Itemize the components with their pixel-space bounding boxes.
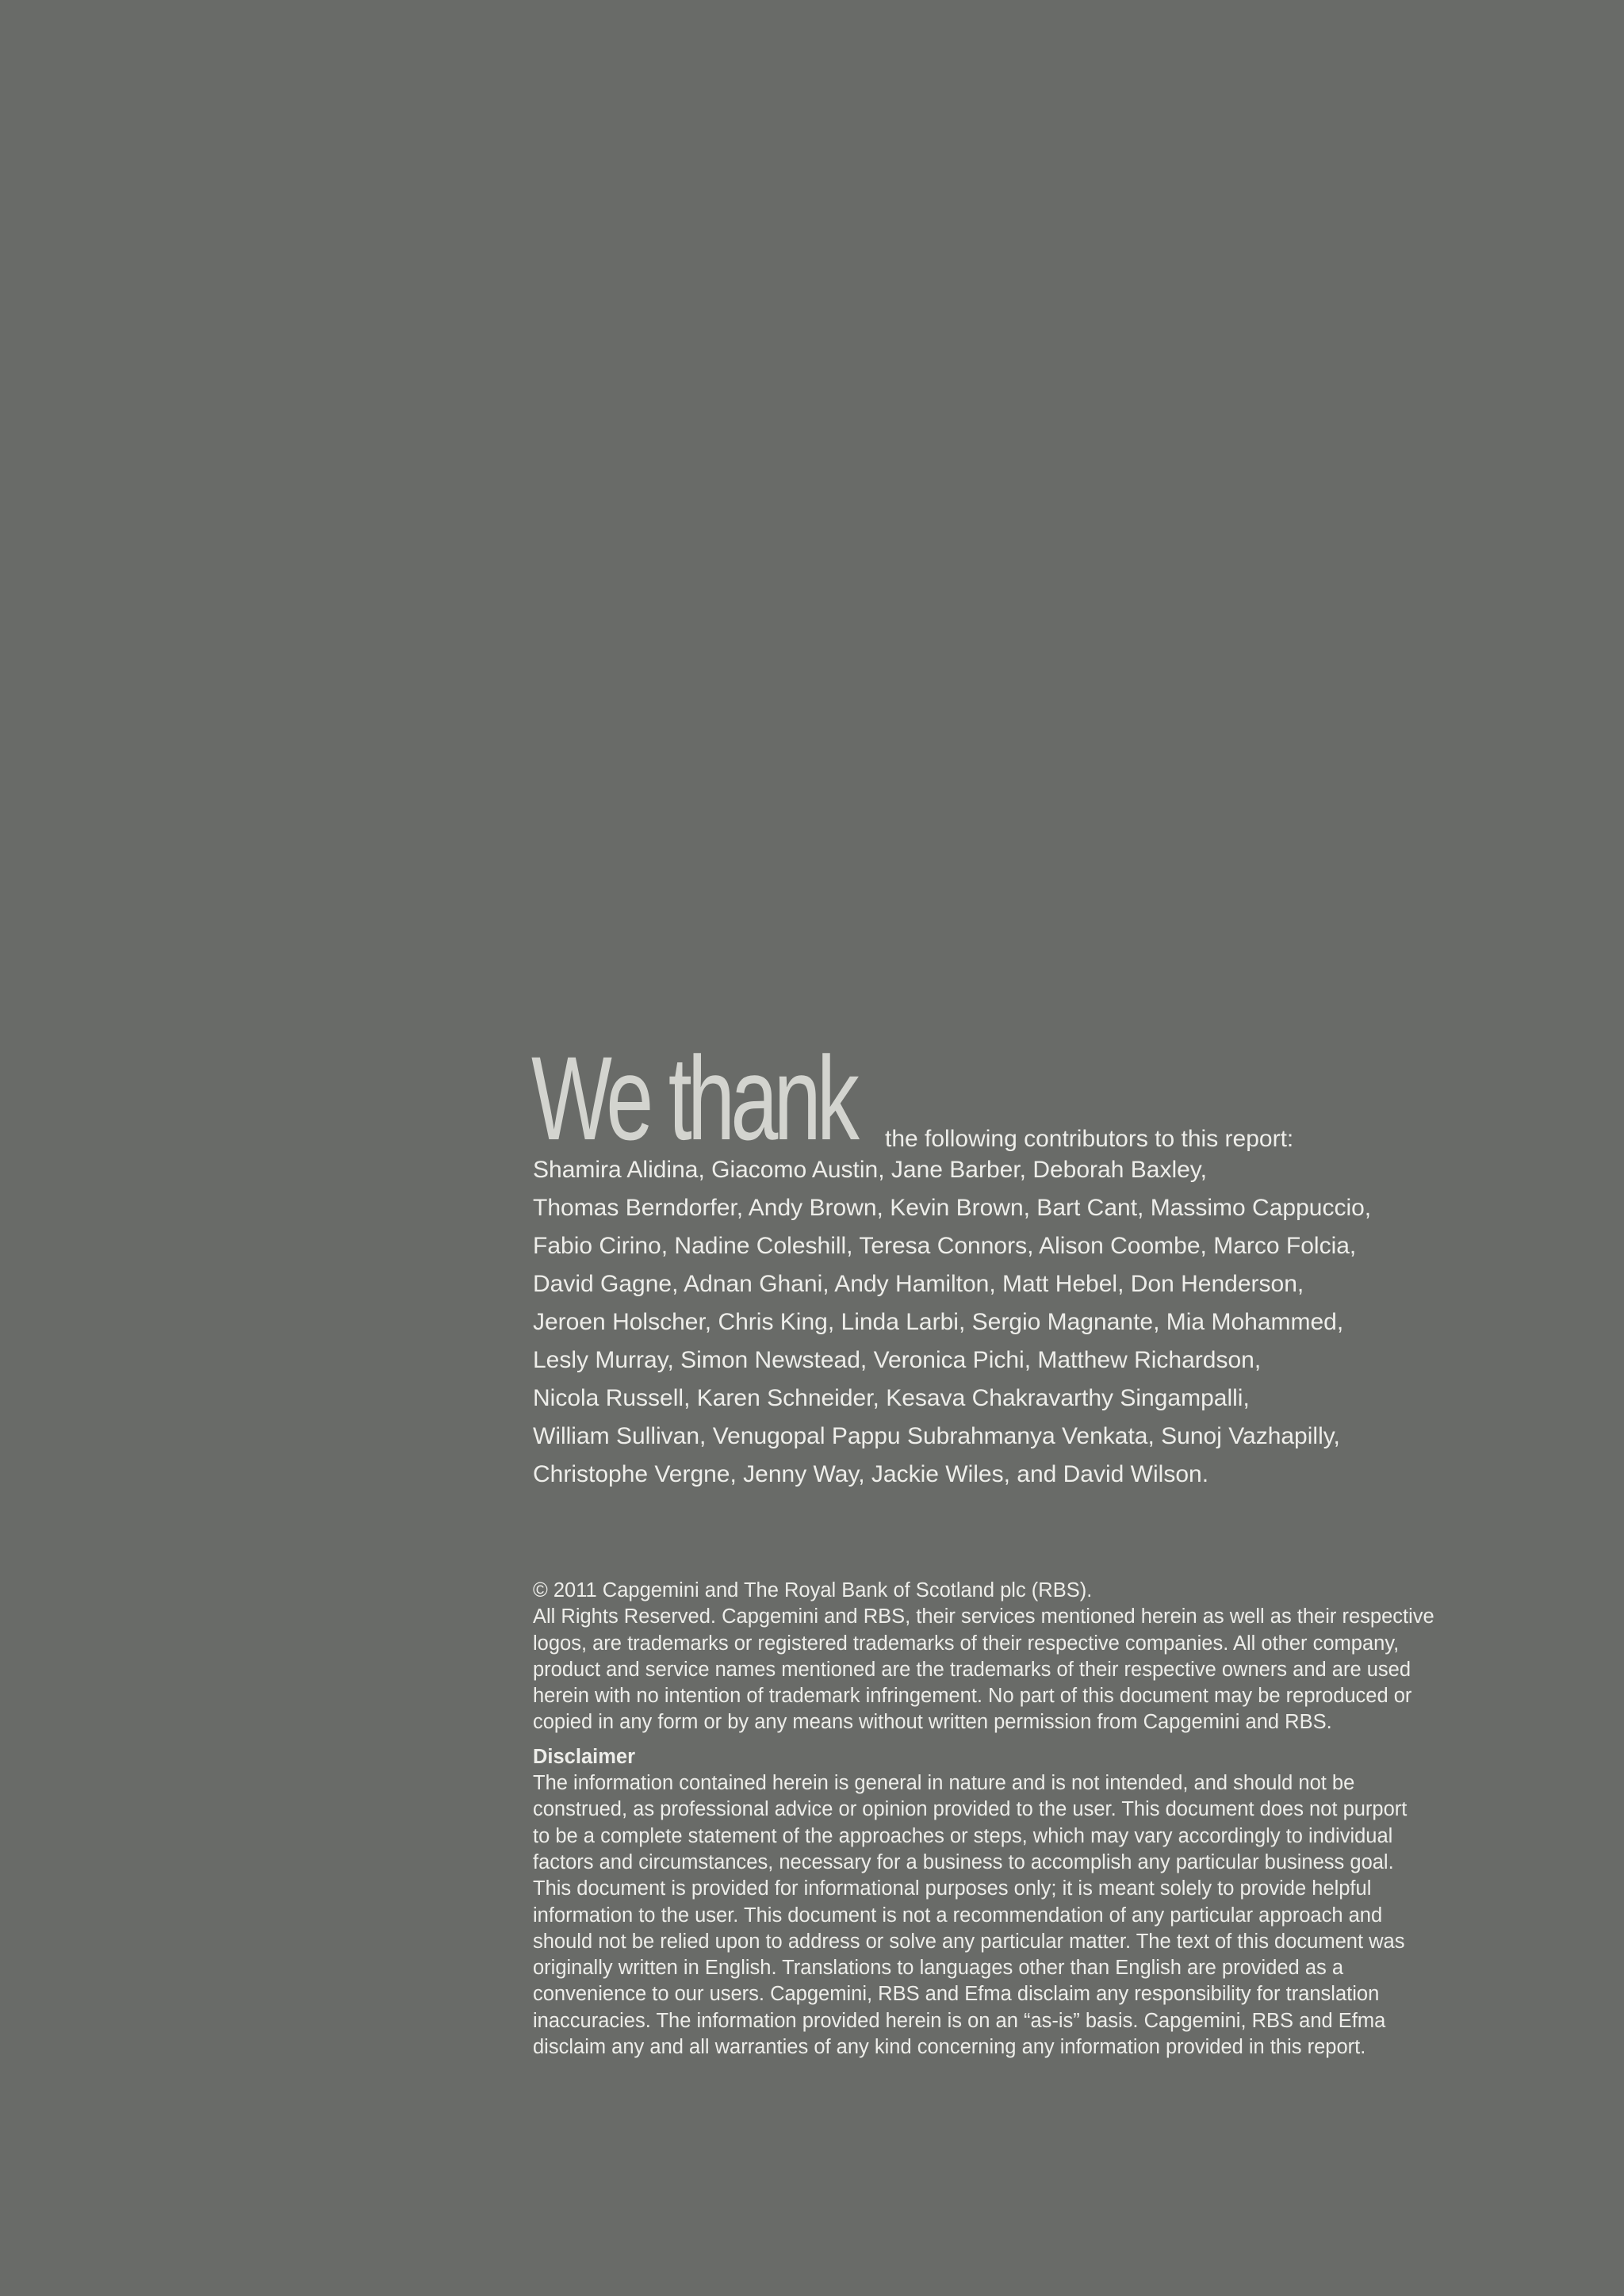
contributors-line: Shamira Alidina, Giacomo Austin, Jane Barber, Deborah Baxley,: [533, 1157, 1207, 1183]
copyright-line: All Rights Reserved. Capgemini and RBS, their services mentioned herein as well as their respective: [533, 1605, 1434, 1628]
copyright-notice: [533, 1578, 1480, 1736]
disclaimer-line: The information contained herein is general in nature and is not intended, and should not be: [533, 1772, 1355, 1795]
contributors-line: David Gagne, Adnan Ghani, Andy Hamilton, Matt Hebel, Don Henderson,: [533, 1271, 1304, 1297]
copyright-line: copied in any form or by any means without written permission from Capgemini and RBS.: [533, 1711, 1332, 1734]
disclaimer-line: This document is provided for informational purposes only; it is meant solely to provide helpful: [533, 1877, 1372, 1900]
contributors-line: Nicola Russell, Karen Schneider, Kesava Chakravarthy Singampalli,: [533, 1385, 1250, 1411]
copyright-line: logos, are trademarks or registered trademarks of their respective companies. All other company,: [533, 1632, 1400, 1655]
legal-section: [533, 1578, 1480, 2061]
disclaimer-line: originally written in English. Translations to languages other than English are provided as a: [533, 1957, 1344, 1980]
copyright-line: herein with no intention of trademark infringement. No part of this document may be reproduced or: [533, 1685, 1412, 1708]
contributors-list: [533, 1151, 1484, 1494]
disclaimer-title: Disclaimer: [533, 1745, 635, 1768]
disclaimer-line: to be a complete statement of the approaches or steps, which may vary accordingly to individual: [533, 1824, 1393, 1847]
disclaimer-line: convenience to our users. Capgemini, RBS and Efma disclaim any responsibility for translation: [533, 1983, 1380, 2006]
copyright-line: product and service names mentioned are the trademarks of their respective owners and are used: [533, 1658, 1411, 1681]
contributors-line: Christophe Vergne, Jenny Way, Jackie Wiles, and David Wilson.: [533, 1461, 1209, 1487]
disclaimer-line: should not be relied upon to address or solve any particular matter. The text of this document was: [533, 1930, 1405, 1953]
disclaimer-line: construed, as professional advice or opinion provided to the user. This document does not purport: [533, 1798, 1408, 1821]
contributors-line: William Sullivan, Venugopal Pappu Subrahmanya Venkata, Sunoj Vazhapilly,: [533, 1423, 1340, 1449]
disclaimer-line: inaccuracies. The information provided herein is on an “as-is” basis. Capgemini, RBS and Efma: [533, 2009, 1386, 2032]
acknowledgements-heading: [531, 1031, 1484, 1165]
contributors-line: Jeroen Holscher, Chris King, Linda Larbi, Sergio Magnante, Mia Mohammed,: [533, 1309, 1344, 1335]
contributors-line: Fabio Cirino, Nadine Coleshill, Teresa Connors, Alison Coombe, Marco Folcia,: [533, 1233, 1357, 1259]
disclaimer-line: disclaim any and all warranties of any kind concerning any information provided in this report.: [533, 2036, 1366, 2059]
acknowledgements-section: [531, 1031, 1484, 1494]
contributors-line: Thomas Berndorfer, Andy Brown, Kevin Brown, Bart Cant, Massimo Cappuccio,: [533, 1195, 1372, 1221]
copyright-line: © 2011 Capgemini and The Royal Bank of Scotland plc (RBS).: [533, 1579, 1093, 1601]
disclaimer-body: [533, 1770, 1480, 2061]
heading-continuation: the following contributors to this report:: [885, 1126, 1294, 1152]
disclaimer-line: information to the user. This document is not a recommendation of any particular approach and: [533, 1904, 1383, 1927]
disclaimer-line: factors and circumstances, necessary for a business to accomplish any particular business goal.: [533, 1850, 1394, 1873]
contributors-line: Lesly Murray, Simon Newstead, Veronica Pichi, Matthew Richardson,: [533, 1347, 1262, 1373]
we-thank-title: We thank: [531, 1031, 856, 1165]
